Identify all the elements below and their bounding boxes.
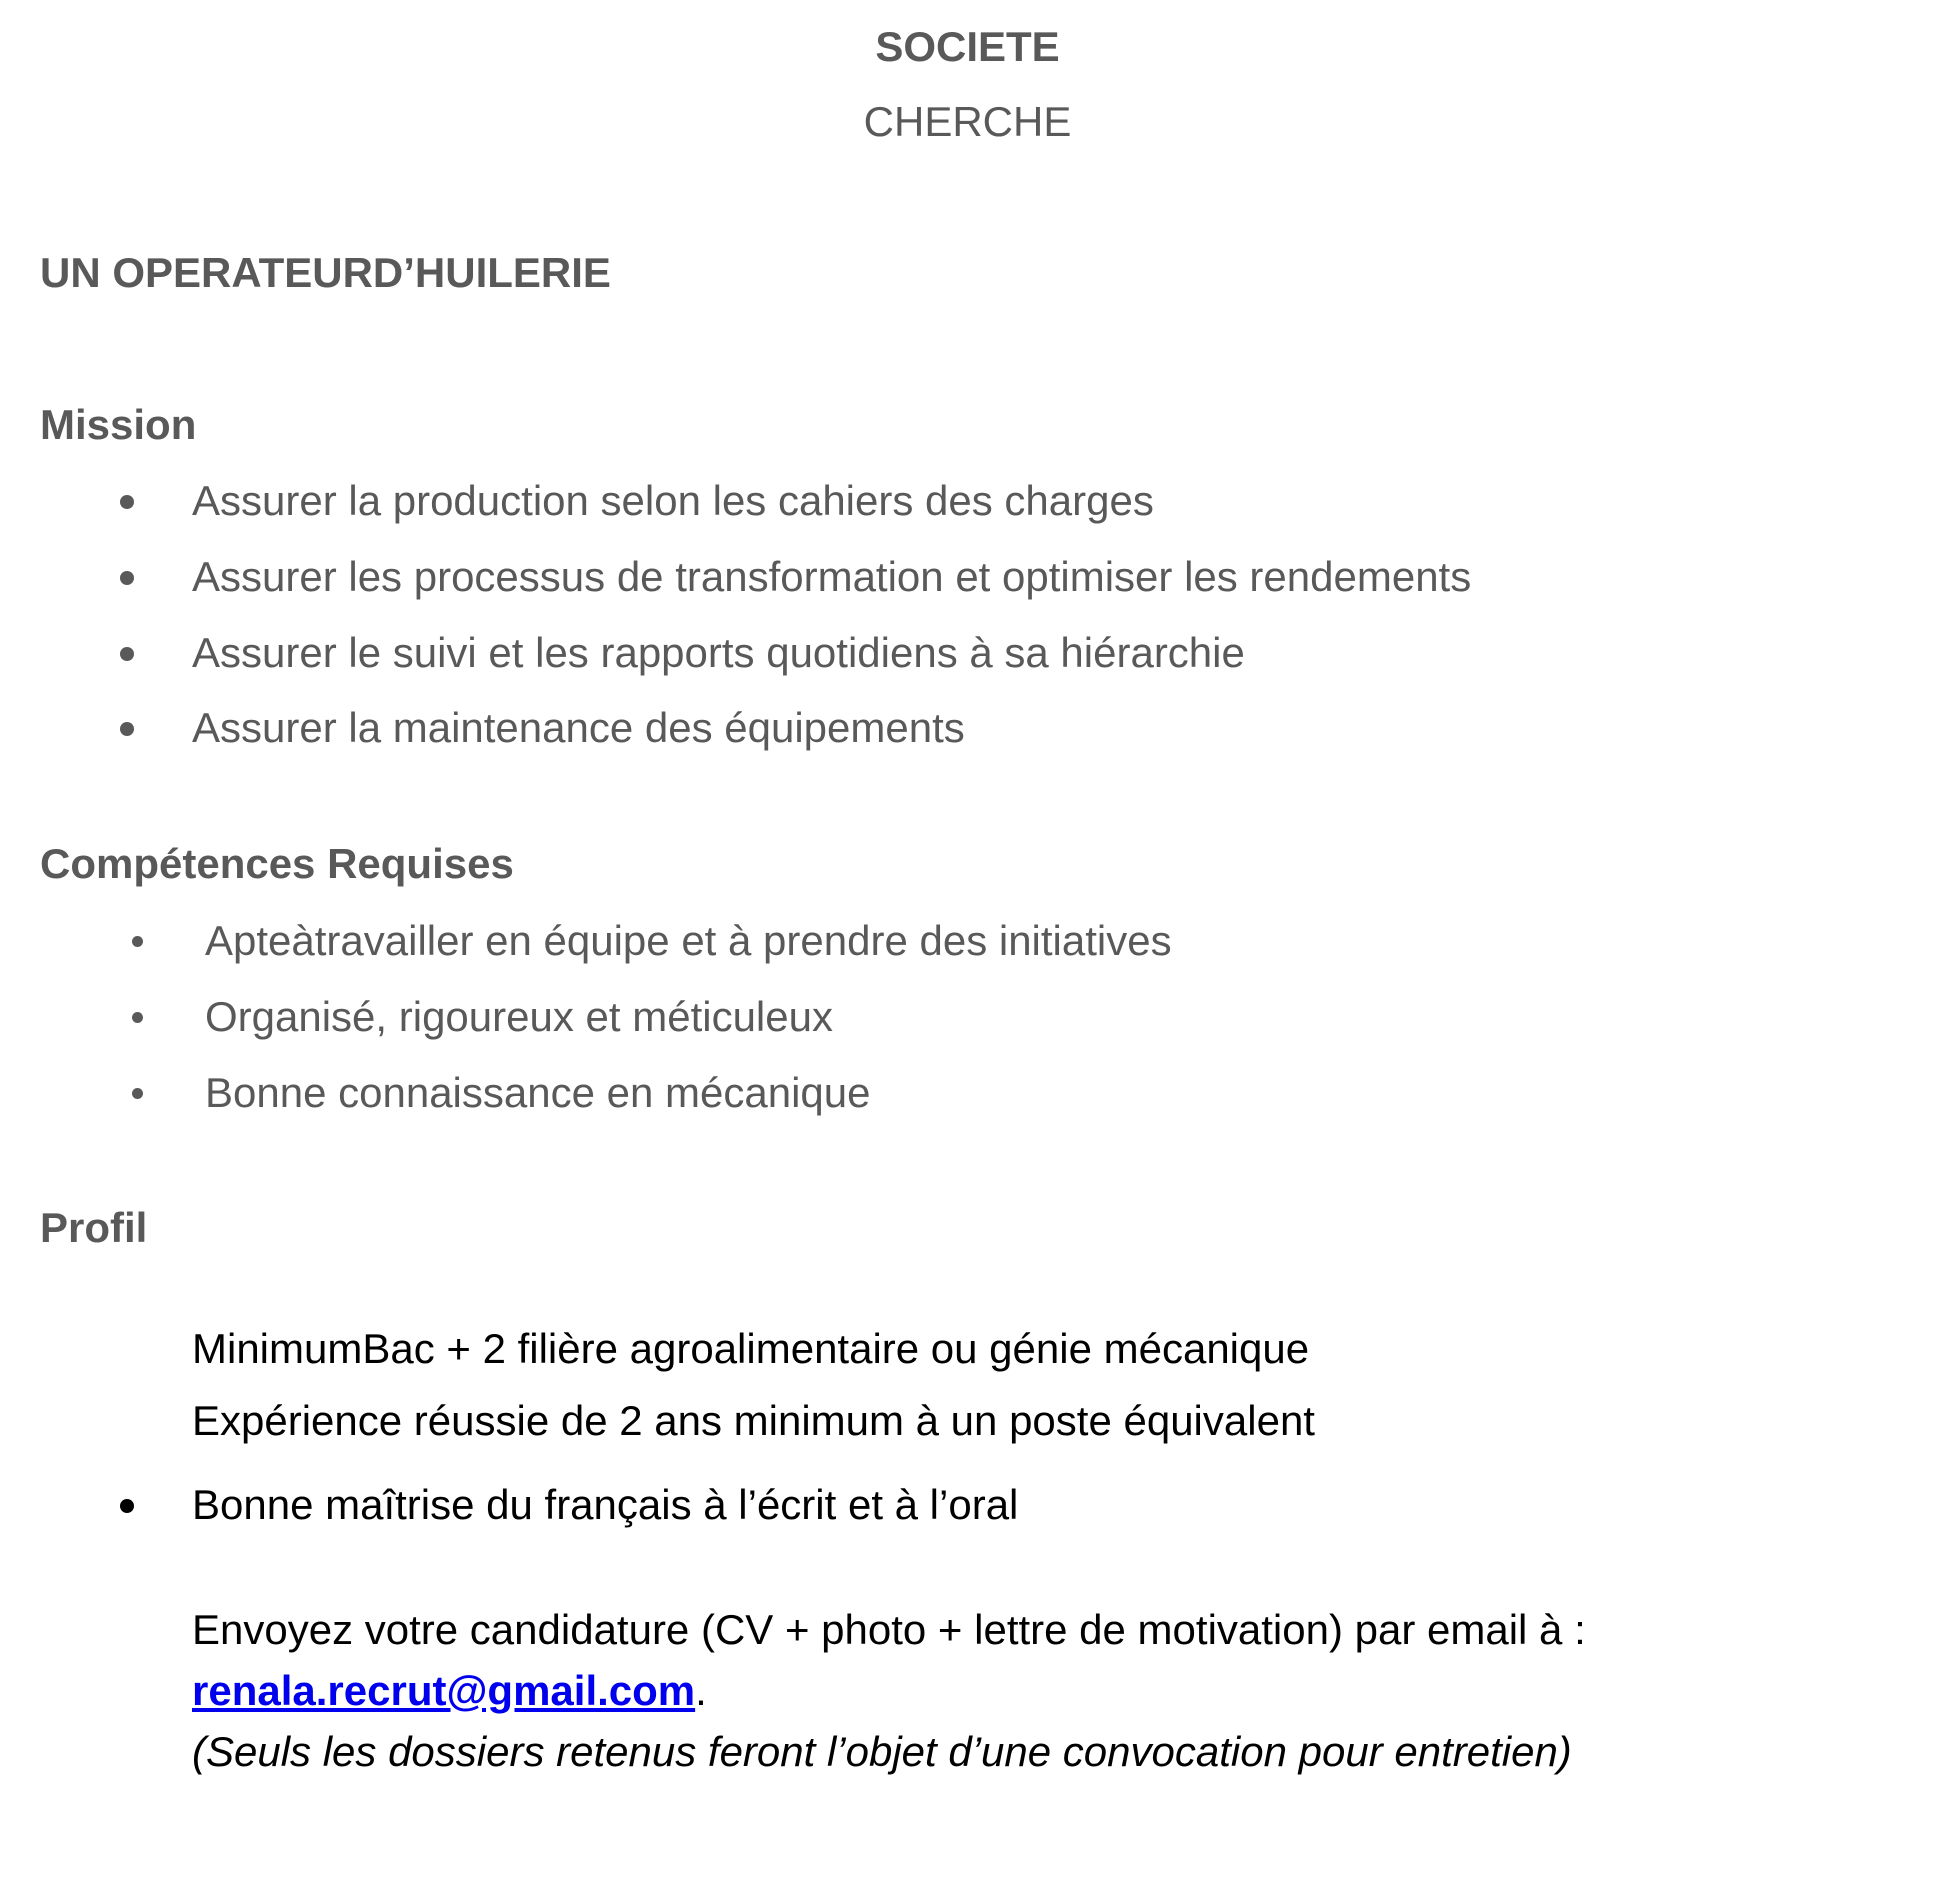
cherche-subheading: CHERCHE — [863, 98, 1072, 145]
email-line — [192, 1667, 707, 1714]
mission-heading: Mission — [40, 401, 197, 448]
bullet-icon — [132, 1088, 143, 1099]
bullet-icon — [132, 1012, 143, 1023]
application-instruction: Envoyez votre candidature (CV + photo + lettre de motivation) par email à : — [192, 1606, 1586, 1653]
competence-item: Apteàtravailler en équipe et à prendre des initiatives — [205, 917, 1172, 964]
mission-item: Assurer les processus de transformation et optimiser les rendements — [192, 553, 1472, 600]
bullet-icon — [120, 1499, 134, 1513]
company-heading: SOCIETE — [875, 23, 1060, 70]
bullet-icon — [120, 722, 134, 736]
bullet-icon — [120, 495, 134, 509]
profil-line: MinimumBac + 2 filière agroalimentaire ou génie mécanique — [192, 1325, 1310, 1372]
mission-item: Assurer la production selon les cahiers des charges — [192, 477, 1154, 524]
bullet-icon — [120, 647, 134, 661]
bullet-icon — [132, 936, 143, 947]
profil-line: Expérience réussie de 2 ans minimum à un poste équivalent — [192, 1397, 1315, 1444]
competence-item: Organisé, rigoureux et méticuleux — [205, 993, 833, 1040]
competence-item: Bonne connaissance en mécanique — [205, 1069, 871, 1116]
profil-heading: Profil — [40, 1204, 148, 1251]
job-title: UN OPERATEURD’HUILERIE — [40, 249, 611, 296]
email-suffix: . — [695, 1667, 707, 1714]
bullet-icon — [120, 571, 134, 585]
mission-item: Assurer la maintenance des équipements — [192, 704, 965, 751]
competences-heading: Compétences Requises — [40, 840, 514, 887]
application-note: (Seuls les dossiers retenus feront l’objet d’une convocation pour entretien) — [192, 1728, 1572, 1775]
mission-item: Assurer le suivi et les rapports quotidiens à sa hiérarchie — [192, 629, 1245, 676]
profil-bullet-item: Bonne maîtrise du français à l’écrit et à l’oral — [192, 1481, 1019, 1528]
email-link[interactable]: renala.recrut@gmail.com — [192, 1667, 696, 1714]
